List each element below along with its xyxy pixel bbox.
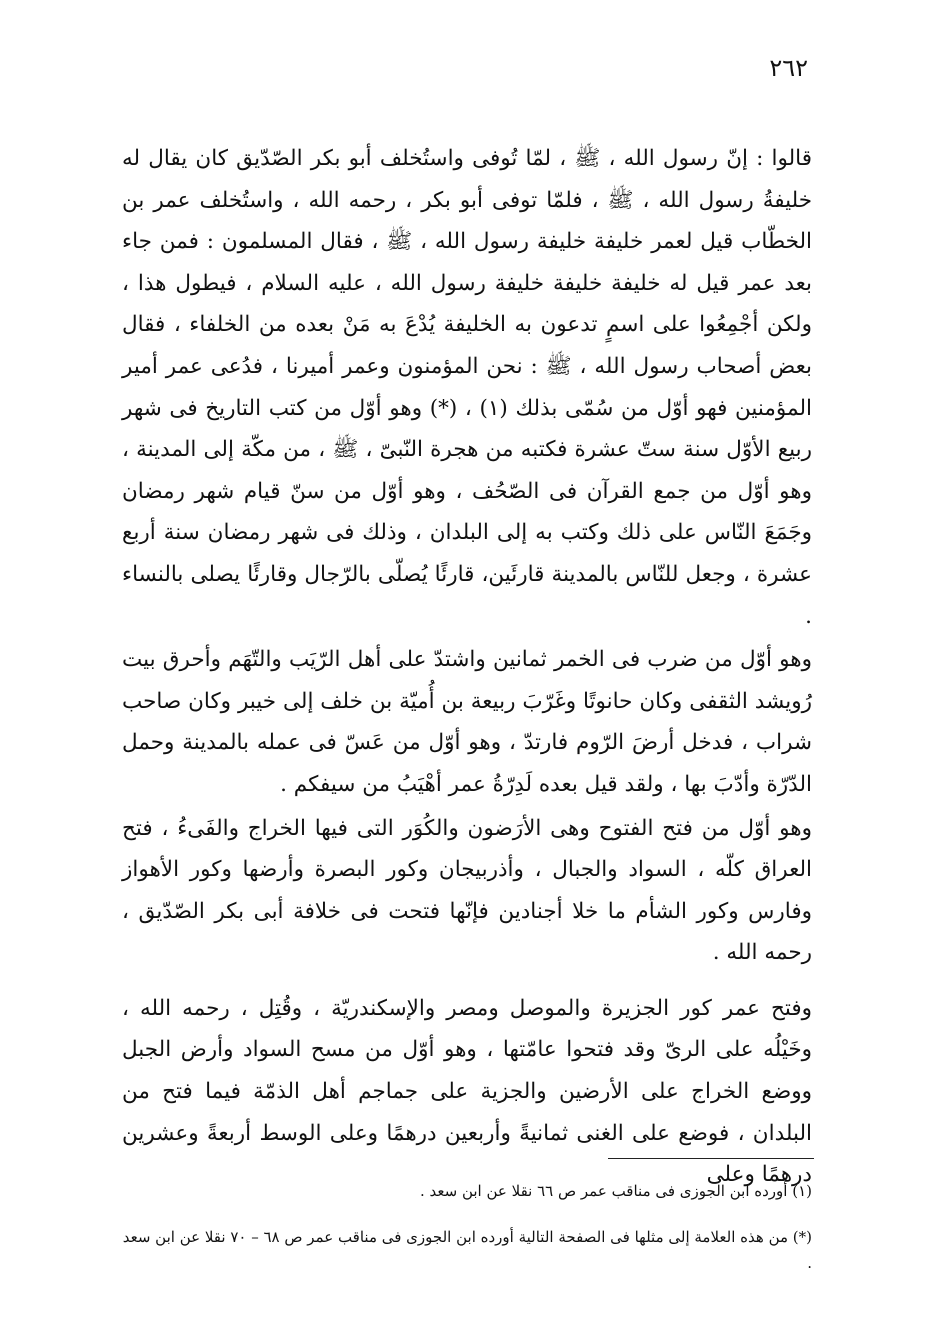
footnote: (١) أورده ابن الجوزى فى مناقب عمر ص ٦٦ نقلا عن ابن سعد . — [419, 1182, 812, 1200]
main-text — [122, 138, 812, 1196]
paragraph: وهو أوّل من فتح الفتوح وهى الأرَضون والكُوَر التى فيها الخراج والفَىءُ ، فتح العراق كلّه ، السواد والجبال ، وأذربيجان وكور البصرة وأرضها وكور الأهواز وفارس وكور الشأم ما خلا أجنادين فإنّها فتحت فى خلافة أبى بكر الصّدّيق ، رحمه الله . — [122, 815, 812, 966]
footnote-divider — [608, 1158, 814, 1159]
paragraph: وفتح عمر كور الجزيرة والموصل ومصر والإسكندريّة ، وقُتِل ، رحمه الله ، وخَيْلُه على الرىّ وقد فتحوا عامّتها ، وهو أوّل من مسح السواد وأرض الجبل ووضع الخراج على الأرضين والجزية على جماجم أهل الذمّة فيما فتح من البلدان ، فوضع على الغنى ثمانيةً وأربعين درهمًا وعلى الوسط أربعةً وعشرين درهمًا وعلى — [122, 995, 812, 1188]
page-number: ٢٦٢ — [769, 54, 808, 82]
paragraph: وهو أوّل من ضرب فى الخمر ثمانين واشتدّ على أهل الرّيَب والتّهَم وأحرق بيت رُويشد الثقفى وكان حانوتًا وغَرّبَ ربيعة بن أُميّة بن خلف إلى خيبر وكان صاحب شراب ، فدخل أرضَ الرّوم فارتدّ ، وهو أوّل من عَسّ فى عمله بالمدينة وحمل الدّرّة وأدّبَ بها ، ولقد قيل بعده لَدِرّةُ عمر أهْيَبُ من سيفكم . — [122, 647, 812, 797]
paragraph: قالوا : إنّ رسول الله ، ﷺ ، لمّا تُوفى واستُخلف أبو بكر الصّدّيق كان يقال له خليفةُ رسول الله ، ﷺ ، فلمّا توفى أبو بكر ، رحمه الله ، واستُخلف عمر بن الخطّاب قيل لعمر خليفة خليفة رسول الله ، ﷺ ، فقال المسلمون : فمن جاء بعد عمر قيل له خليفة خليفة خليفة رسول الله ، عليه السلام ، فيطول هذا ، ولكن أجْمِعُوا على اسمٍ تدعون به الخليفة يُدْعَ به مَنْ بعده من الخلفاء ، فقال بعض أصحاب رسول الله ، ﷺ : نحن المؤمنون وعمر أميرنا ، فدُعى عمر أمير المؤمنين فهو أوّل من سُمّى بذلك (١) ، (*) وهو أوّل من كتب التاريخ فى شهر ربيع الأوّل سنة ستّ عشرة فكتبه من هجرة النّبىّ ، ﷺ ، من مكّة إلى المدينة ، وهو أوّل من جمع القرآن فى الصّحُف ، وهو أوّل من سنّ قيام شهر رمضان وجَمَعَ النّاس على ذلك وكتب به إلى البلدان ، وذلك فى شهر رمضان سنة أربع عشرة ، وجعل للنّاس بالمدينة قارئَين، قارئًا يُصلّى بالرّجال وقارئًا يصلى بالنساء . — [122, 146, 812, 629]
footnote: (*) من هذه العلامة إلى مثلها فى الصفحة التالية أورده ابن الجوزى فى مناقب عمر ص ٦٨ – ٧٠ نقلا عن ابن سعد . — [122, 1228, 812, 1272]
